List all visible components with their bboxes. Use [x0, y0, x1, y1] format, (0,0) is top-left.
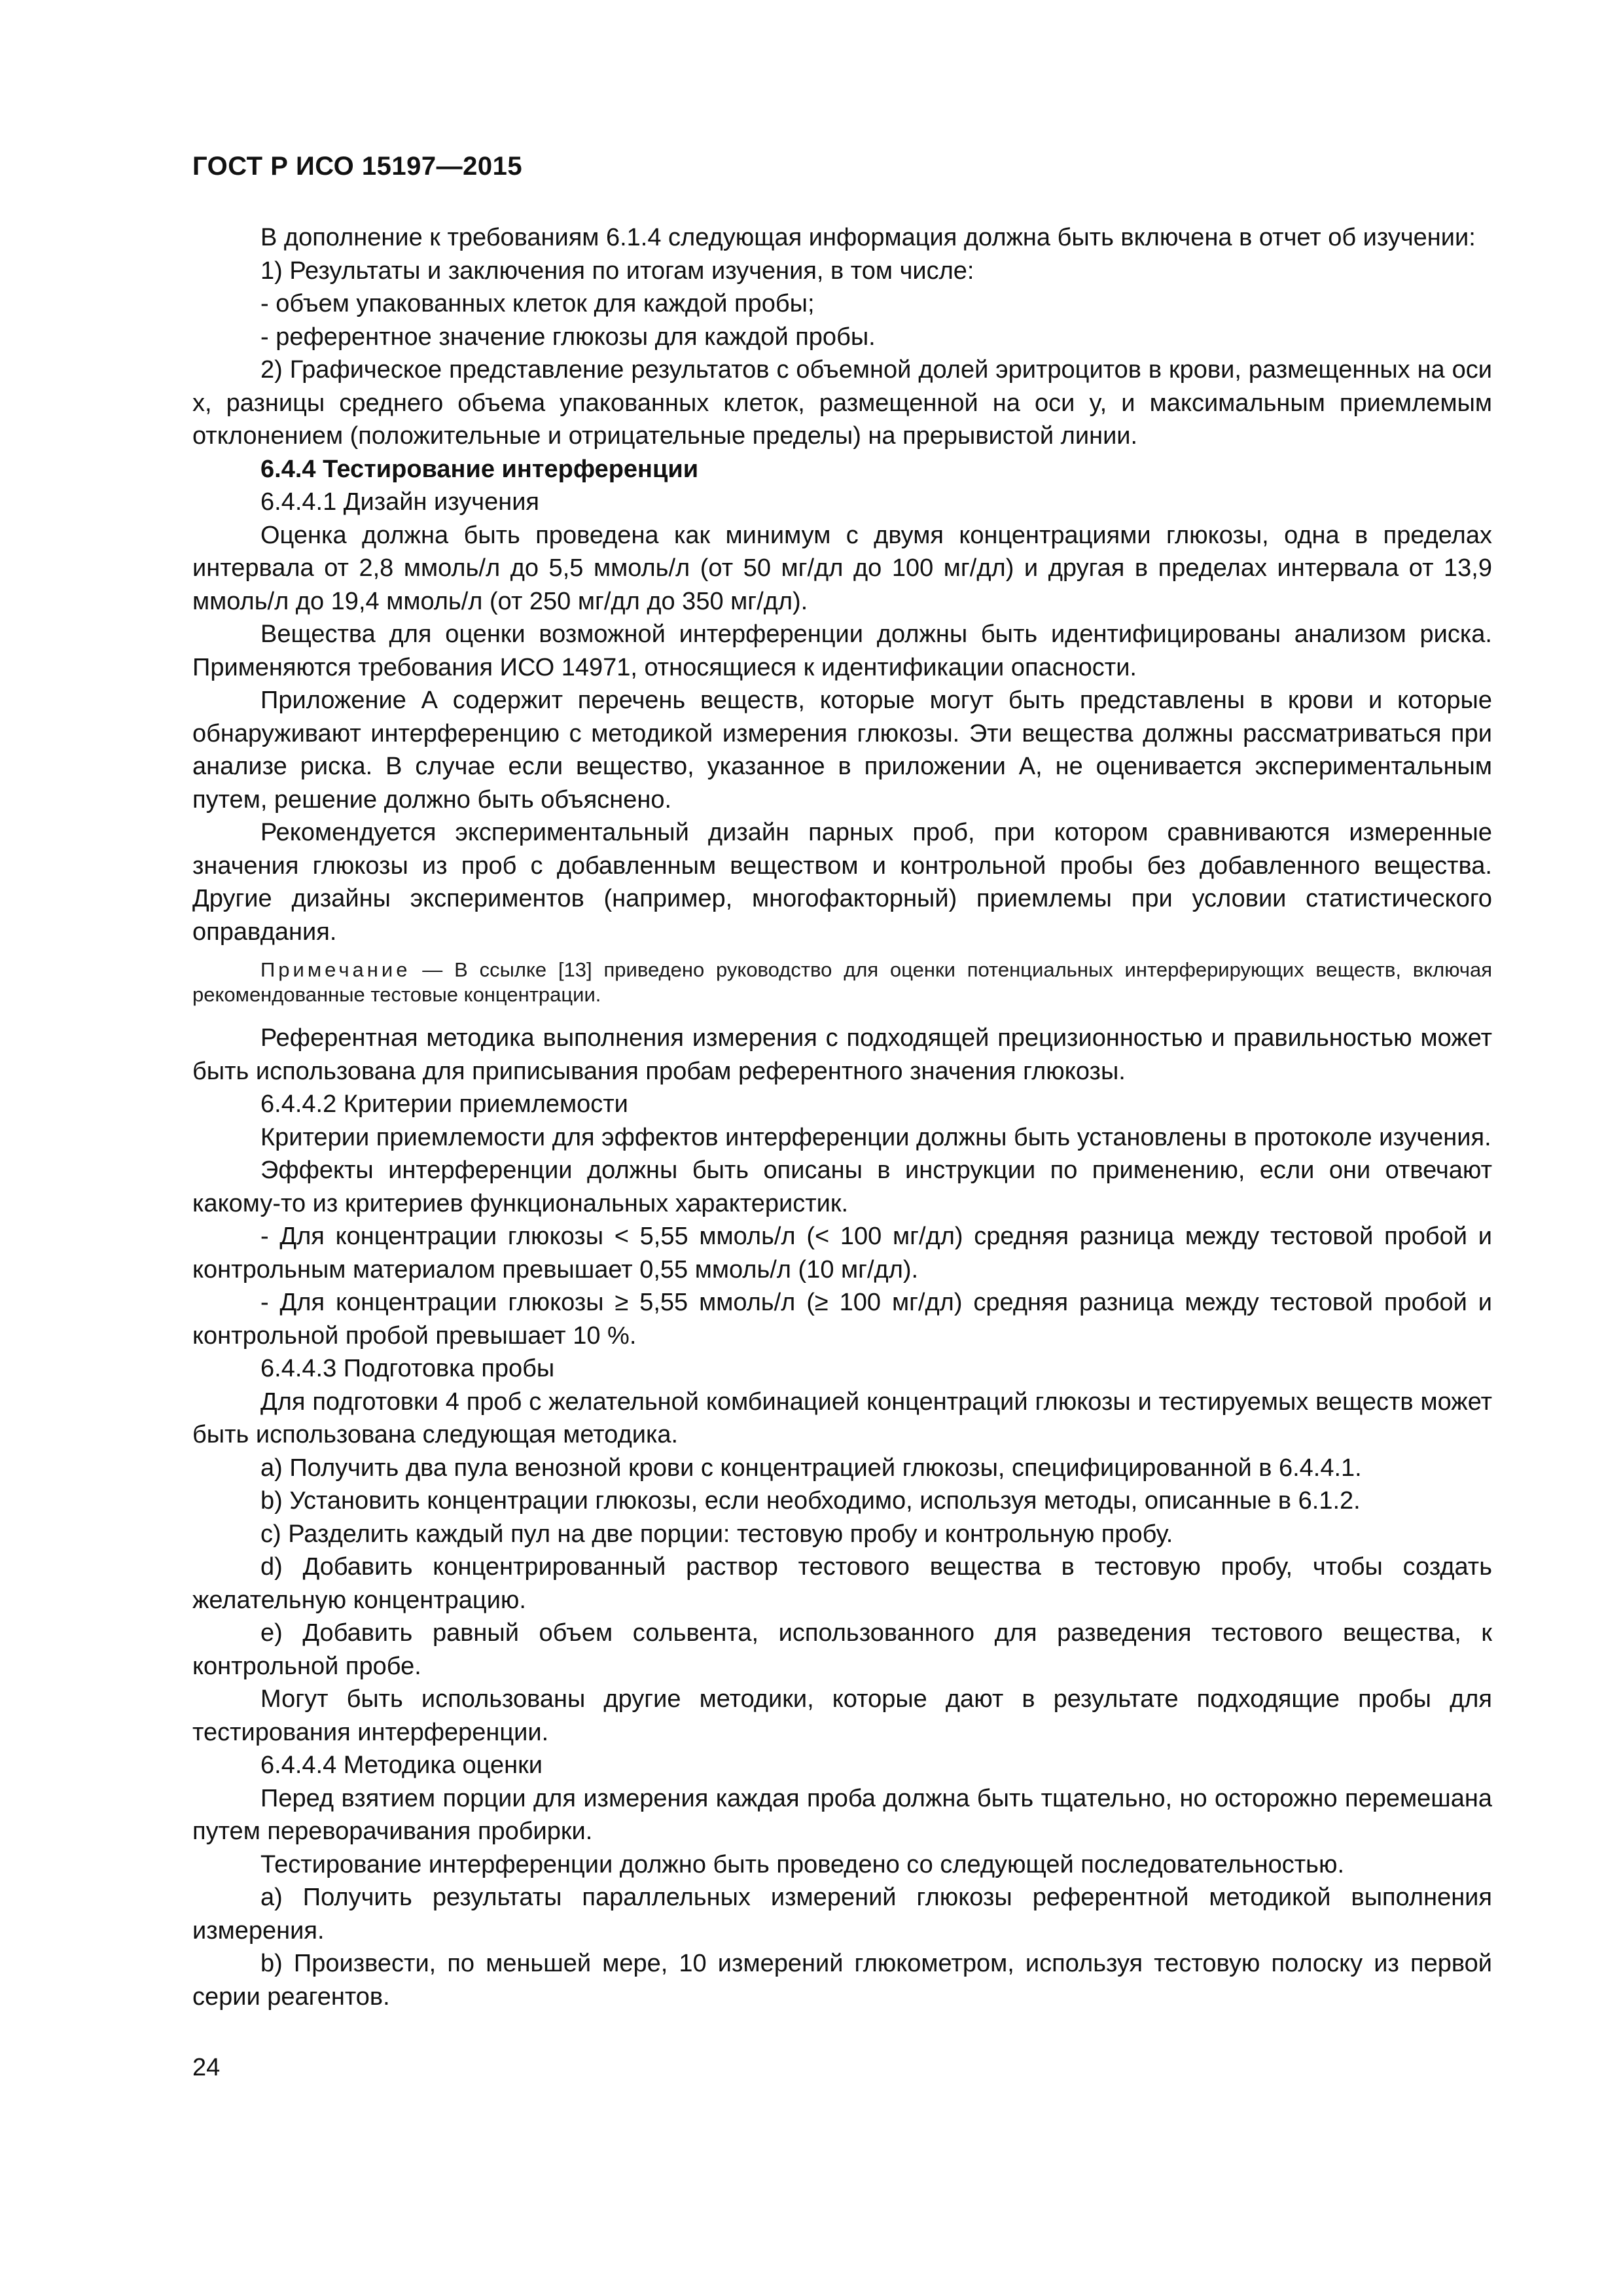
paragraph: Для подготовки 4 проб с желательной комбинацией концентраций глюкозы и тестируемых веществ может быть использована следующая методика. [192, 1388, 1492, 1448]
paragraph: 2) Графическое представление результатов с объемной долей эритроцитов в крови, размещенных на оси x, разницы среднего объема упакованных клеток, размещенной на оси y, и максимальным приемлемым отклонением (положительные и отрицательные пределы) на прерывистой линии. [192, 356, 1492, 450]
paragraph: 1) Результаты и заключения по итогам изучения, в том числе: [260, 257, 974, 285]
paragraph: Тестирование интерференции должно быть проведено со следующей последовательностью. [260, 1850, 1345, 1878]
paragraph: Приложение А содержит перечень веществ, которые могут быть представлены в крови и которые обнаруживают интерференцию с методикой измерения глюкозы. Эти вещества должны рассматриваться при анализе риска. В случае если вещество, указанное в приложении А, не оценивается экспериментальным путем, решение должно быть объяснено. [192, 687, 1492, 814]
note-text: — В ссылке [13] приведено руководство для оценки потенциальных интерферирующих веществ, включая рекомендованные тестовые концентрации. [192, 958, 1492, 1006]
subsection-heading: 6.4.4.1 Дизайн изучения [260, 488, 539, 516]
note [192, 958, 1492, 1007]
subsection-heading: 6.4.4.3 Подготовка пробы [260, 1355, 555, 1382]
list-item: d) Добавить концентрированный раствор тестового вещества в тестовую пробу, чтобы создать желательную концентрацию. [192, 1553, 1492, 1614]
paragraph: Референтная методика выполнения измерения с подходящей прецизионностью и правильностью может быть использована для приписывания пробам референтного значения глюкозы. [192, 1024, 1492, 1085]
standard-header: ГОСТ Р ИСО 15197—2015 [192, 152, 523, 181]
document-body [192, 221, 1492, 2013]
paragraph: В дополнение к требованиям 6.1.4 следующая информация должна быть включена в отчет об изучении: [260, 224, 1476, 251]
list-item: b) Произвести, по меньшей мере, 10 измерений глюкометром, используя тестовую полоску из первой серии реагентов. [192, 1950, 1492, 2011]
paragraph: Критерии приемлемости для эффектов интерференции должны быть установлены в протоколе изучения. [260, 1123, 1491, 1151]
list-item: e) Добавить равный объем сольвента, использованного для разведения тестового вещества, к контрольной пробе. [192, 1619, 1492, 1680]
subsection-heading: 6.4.4.2 Критерии приемлемости [260, 1090, 628, 1118]
subsection-heading: 6.4.4.4 Методика оценки [260, 1751, 543, 1779]
list-item: c) Разделить каждый пул на две порции: тестовую пробу и контрольную пробу. [260, 1520, 1173, 1548]
page-number: 24 [192, 2054, 221, 2081]
paragraph: - референтное значение глюкозы для каждой пробы. [260, 323, 876, 351]
paragraph: Оценка должна быть проведена как минимум с двумя концентрациями глюкозы, одна в пределах интервала от 2,8 ммоль/л до 5,5 ммоль/л (от 50 мг/дл до 100 мг/дл) и другая в пределах интервала от 13,9 ммоль/л до 19,4 ммоль/л (от 250 мг/дл до 350 мг/дл). [192, 521, 1492, 615]
paragraph: Эффекты интерференции должны быть описаны в инструкции по применению, если они отвечают какому-то из критериев функциональных характеристик. [192, 1157, 1492, 1217]
paragraph: Могут быть использованы другие методики, которые дают в результате подходящие пробы для тестирования интерференции. [192, 1685, 1492, 1746]
paragraph: - объем упакованных клеток для каждой пробы; [260, 290, 815, 317]
list-item: - Для концентрации глюкозы < 5,55 ммоль/л (< 100 мг/дл) средняя разница между тестовой пробой и контрольным материалом превышает 0,55 ммоль/л (10 мг/дл). [192, 1223, 1492, 1283]
paragraph: Рекомендуется экспериментальный дизайн парных проб, при котором сравниваются измеренные значения глюкозы из проб с добавленным веществом и контрольной пробы без добавленного вещества. Другие дизайны экспериментов (например, многофакторный) приемлемы при условии статистического оправдания. [192, 819, 1492, 946]
list-item: a) Получить два пула венозной крови с концентрацией глюкозы, специфицированной в 6.4.4.1. [260, 1454, 1362, 1482]
paragraph: Вещества для оценки возможной интерференции должны быть идентифицированы анализом риска. Применяются требования ИСО 14971, относящиеся к идентификации опасности. [192, 620, 1492, 681]
list-item: - Для концентрации глюкозы ≥ 5,55 ммоль/л (≥ 100 мг/дл) средняя разница между тестовой пробой и контрольной пробой превышает 10 %. [192, 1289, 1492, 1350]
paragraph: Перед взятием порции для измерения каждая проба должна быть тщательно, но осторожно перемешана путем переворачивания пробирки. [192, 1784, 1492, 1845]
list-item: a) Получить результаты параллельных измерений глюкозы референтной методикой выполнения измерения. [192, 1884, 1492, 1945]
note-label: Примечание [260, 958, 411, 981]
section-heading: 6.4.4 Тестирование интерференции [260, 455, 699, 483]
list-item: b) Установить концентрации глюкозы, если необходимо, используя методы, описанные в 6.1.2. [260, 1487, 1361, 1515]
